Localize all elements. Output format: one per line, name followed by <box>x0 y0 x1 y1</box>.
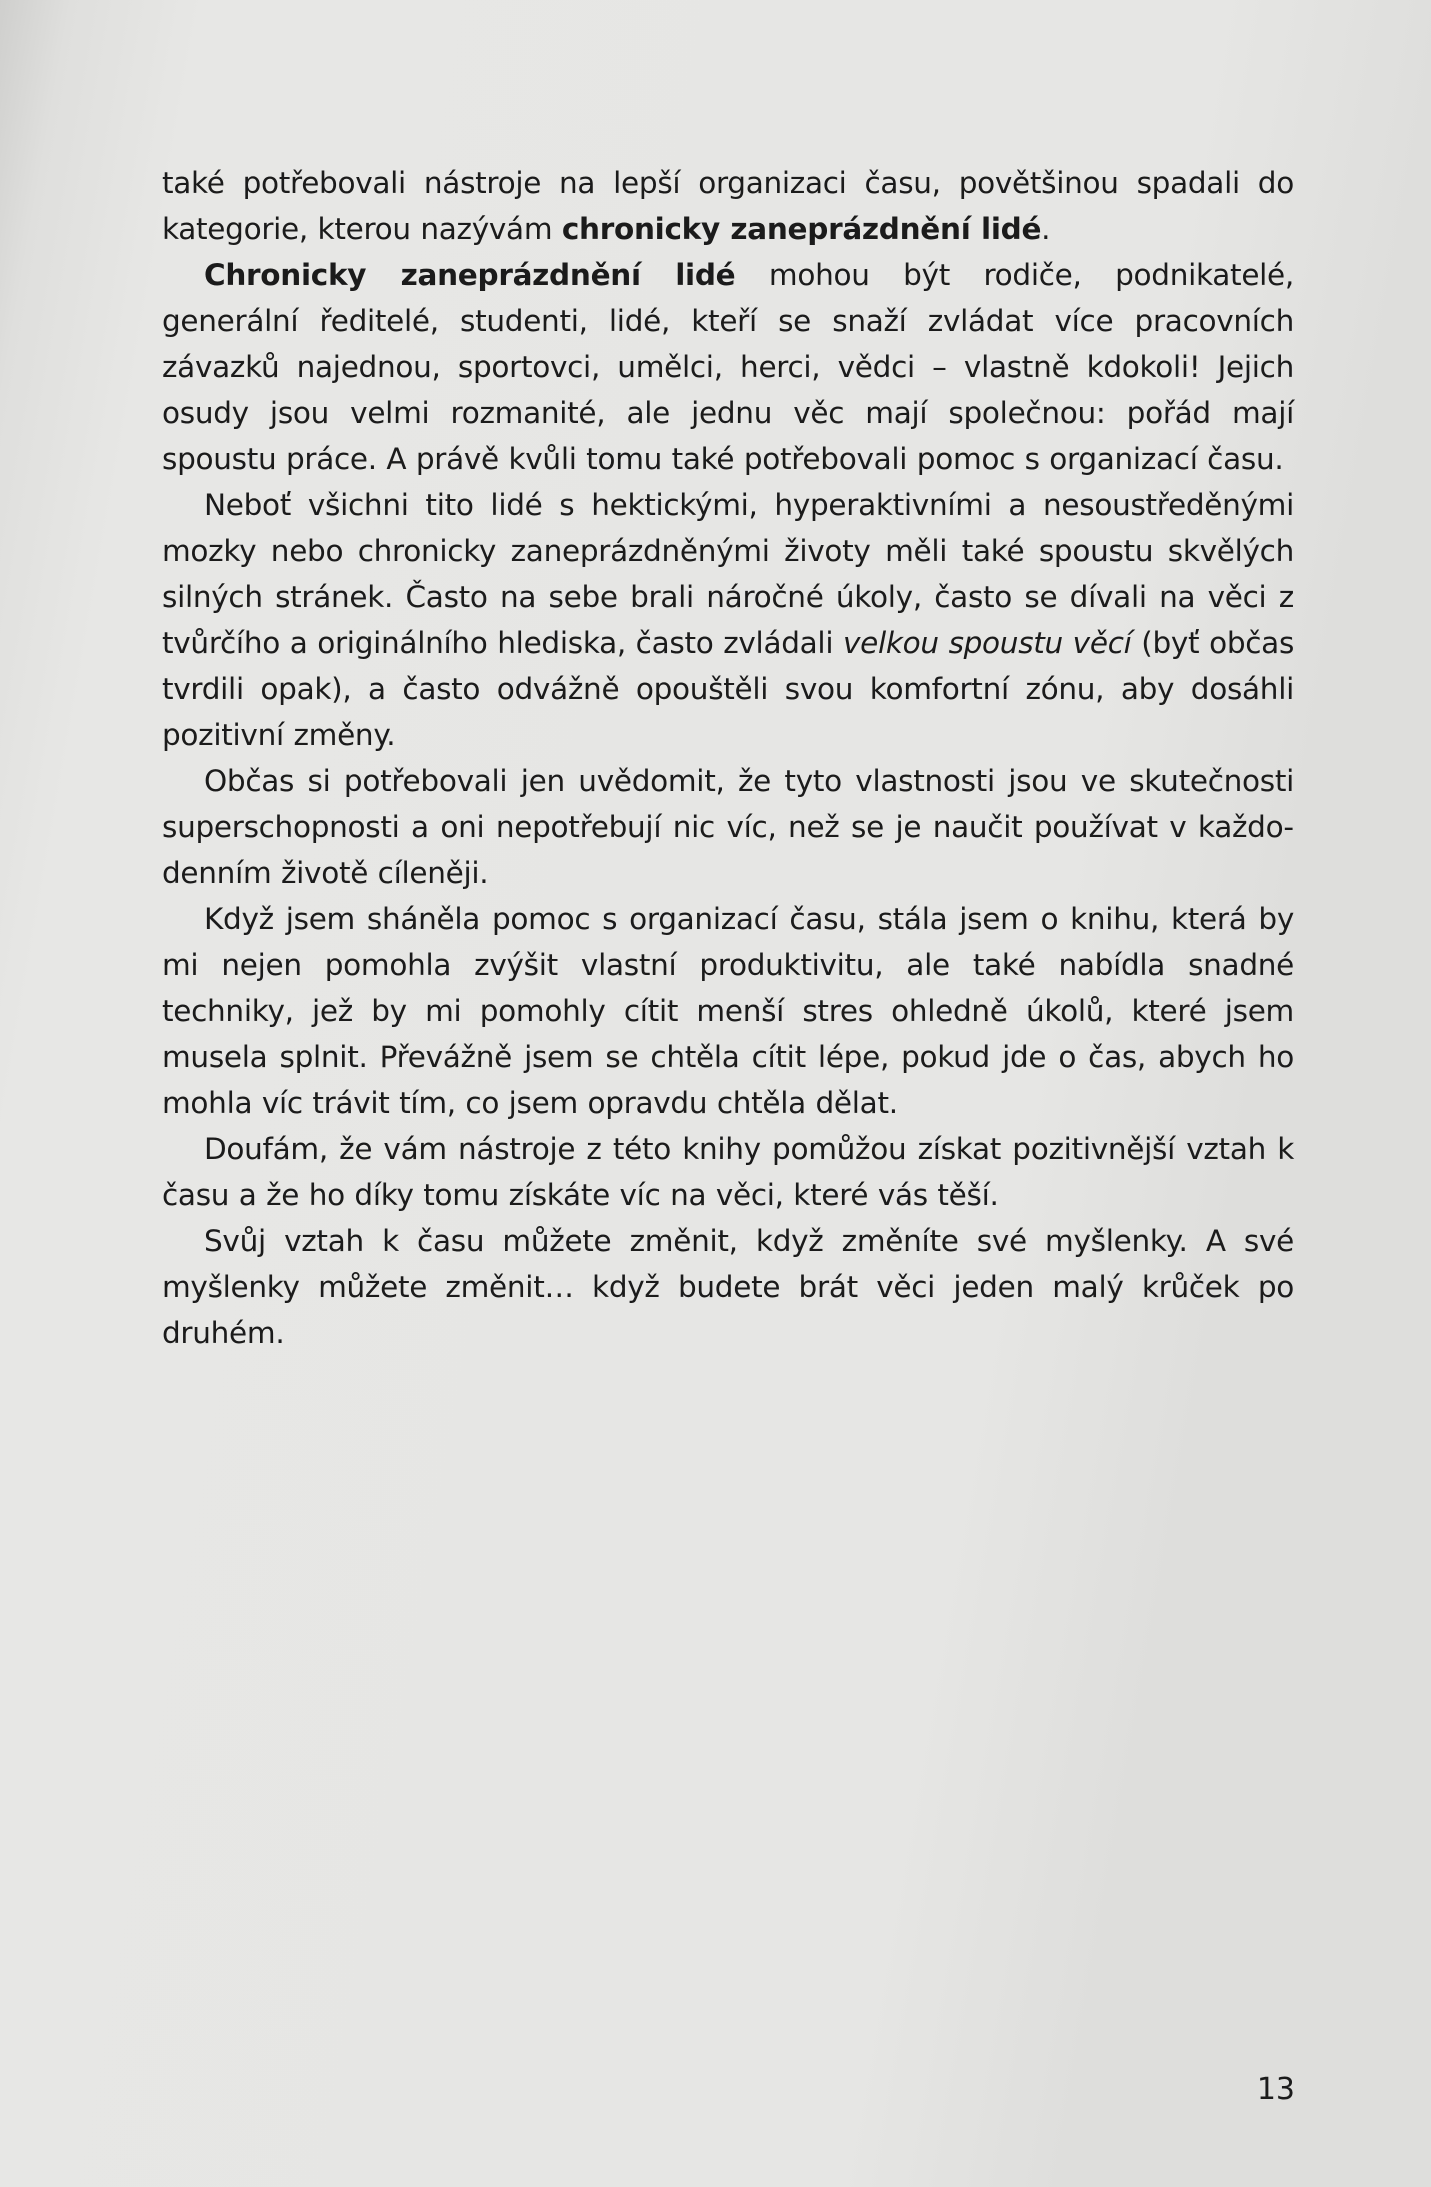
bold-text-run: Chronicky zaneprázdnění lidé <box>204 258 736 292</box>
text-run: mohou být rodiče, podnikatelé, generální ředitelé, studenti, lidé, kteří se snaží zvládat více pracovních závazků najednou, sportovci, umělci, herci, vědci – vlastně kdokoli! Jejich osudy jsou velmi rozmanité, ale jednu věc mají společnou: pořád mají spoustu práce. A právě kvůli tomu také potřebovali pomoc s organizací času. <box>162 258 1294 476</box>
text-run: (byť občas tvrdili opak), a často odvážně opouštěli svou komfortní zónu, aby dosáhli pozitivní změny. <box>162 626 1295 752</box>
text-run: také potřebovali nástroje na lepší organizaci času, povětšinou spadali do kategorie, kterou nazývám <box>162 166 1294 246</box>
text-run: Doufám, že vám nástroje z této knihy pomůžou získat pozitivnější vztah k času a že ho díky tomu získáte víc na věci, které vás těší. <box>162 1132 1294 1212</box>
paragraph <box>162 252 1294 482</box>
italic-text-run: velkou spoustu věcí <box>842 626 1132 660</box>
paragraph <box>162 1126 1294 1218</box>
paragraph <box>162 1218 1294 1356</box>
body-text <box>162 160 1294 1356</box>
paragraph <box>162 160 1294 252</box>
text-run: . <box>1041 212 1051 246</box>
bold-text-run: chronicky zaneprázdnění lidé <box>561 212 1042 246</box>
text-run: Svůj vztah k času můžete změnit, když změníte své myšlenky. A své myšlenky můžete změnit… když budete brát věci jeden malý krůček po druhém. <box>162 1224 1294 1350</box>
text-run: Když jsem sháněla pomoc s organizací času, stála jsem o knihu, která by mi nejen pomohla zvýšit vlastní produktivitu, ale také nabídla snadné techniky, jež by mi pomohly cítit menší stres ohledně úkolů, které jsem musela splnit. Převážně jsem se chtěla cítit lépe, pokud jde o čas, abych ho mohla víc trávit tím, co jsem opravdu chtěla dělat. <box>162 902 1294 1120</box>
text-run: Neboť všichni tito lidé s hektickými, hyperaktivními a nesoustředěnými mozky nebo chronicky zaneprázdněnými životy měli také spoustu skvělých silných stránek. Často na sebe brali náročné úkoly, často se dívali na věci z tvůrčího a originálního hlediska, často zvládali <box>162 488 1294 660</box>
paragraph <box>162 482 1294 758</box>
paragraph <box>162 896 1294 1126</box>
page-number: 13 <box>1256 2072 1295 2107</box>
text-run: Občas si potřebovali jen uvědomit, že tyto vlastnosti jsou ve skutečnosti superschopnosti a oni nepotřebují nic víc, než se je naučit používat v každodenním životě cíleněji. <box>162 764 1294 890</box>
paragraph <box>162 758 1294 896</box>
